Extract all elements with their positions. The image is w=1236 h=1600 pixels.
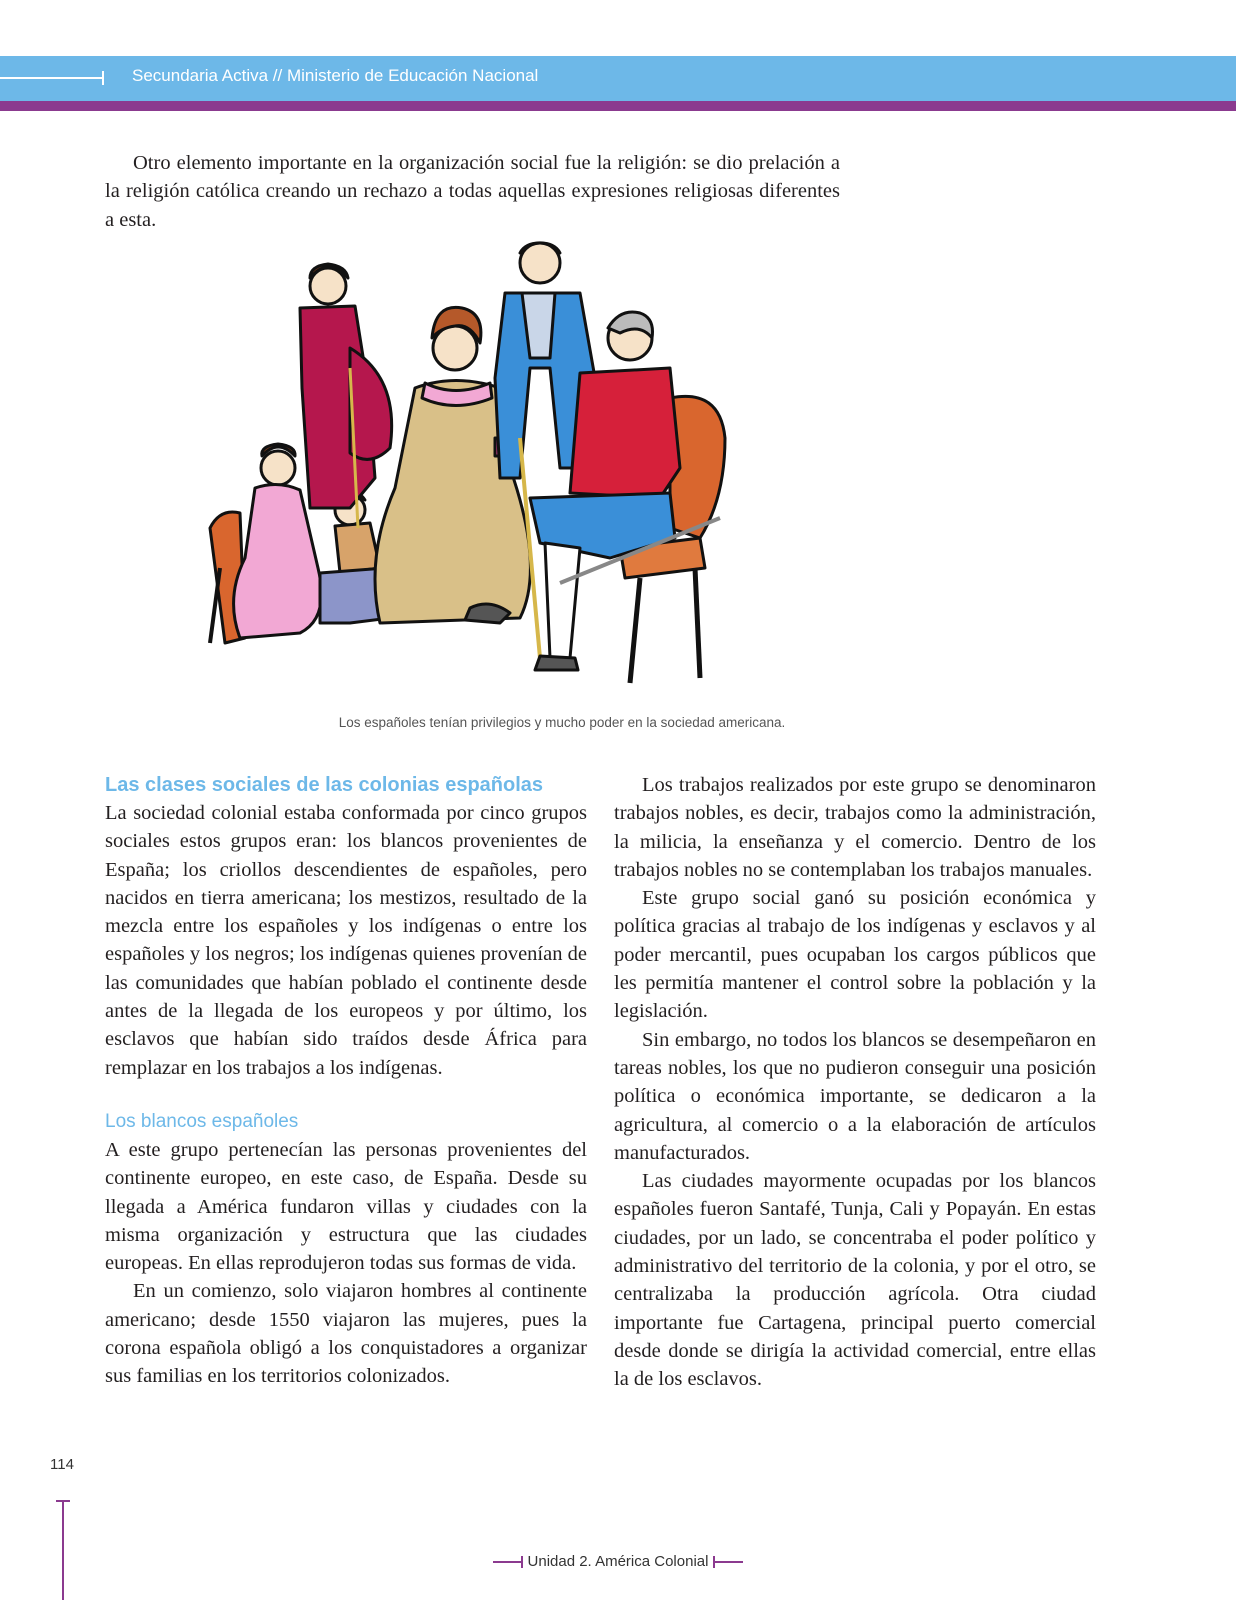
footer-rule-right [713,1561,743,1563]
subsection-paragraph-1: A este grupo pertenecían las personas provenientes del continente europeo, en este caso, de España. Desde su llegada a América fundaron villas y ciudades con la misma organización y estructura que las ciudades europeas. En ellas reprodujeron todas sus formas de vida. [105,1138,587,1275]
subsection-paragraph-2: En un comienzo, solo viajaron hombres al continente americano; desde 1550 viajaron las mujeres, pues la corona española obligó a los conquistadores a organizar sus familias en los territorios colonizados. [105,1280,587,1388]
footer-unit-label: Unidad 2. [527,1553,592,1570]
footer [0,1553,1236,1570]
header-title: Secundaria Activa // Ministerio de Educación Nacional [132,66,539,85]
right-paragraph-2: Este grupo social ganó su posición económica y política gracias al trabajo de los indígenas y esclavos y al poder mercantil, pues ocupaban los cargos públicos que les permitía mantener el control sobre la población y la legislación. [614,887,1096,1023]
colonial-family-illustration [200,238,745,698]
right-paragraph-3: Sin embargo, no todos los blancos se desempeñaron en tareas nobles, los que no pudieron conseguir una posición política o económica importante, se dedicaron a la agricultura, al comercio o a la elaboración de artículos manufacturados. [614,1028,1096,1164]
section-paragraph: La sociedad colonial estaba conformada por cinco grupos sociales estos grupos eran: los blancos provenientes de España; los criollos descendientes de españoles, pero nacidos en tierra americana; los mestizos, resultado de la mezcla entre los españoles y los indígenas o entre los españoles y los negros; los indígenas quienes provenían de las comunidades que habían poblado el continente desde antes de la llegada de los europeos y por último, los esclavos que habían sido traídos desde África para remplazar en los trabajos a los indígenas. [105,802,587,1079]
left-column [105,771,587,1391]
right-column [614,771,1096,1394]
section-title: Las clases sociales de las colonias españolas [105,774,544,796]
subsection-title: Los blancos españoles [105,1110,299,1132]
right-paragraph-4: Las ciudades mayormente ocupadas por los blancos españoles fueron Santafé, Tunja, Cali y Popayán. En estas ciudades, por un lado, se concentraba el poder político y administrativo del territorio de la colonia, y por el otro, se centralizaba la producción agrícola. Otra ciudad importante fue Cartagena, principal puerto comercial desde donde se dirigía la actividad comercial, entre ellas la de los esclavos. [614,1170,1096,1391]
girl-head [261,451,295,485]
footer-rule-left [493,1561,523,1563]
header-rule-tick [102,71,104,85]
margin-rule [62,1501,64,1600]
intro-text [105,149,840,234]
seated-man-coat [570,368,680,498]
footer-unit-name: América Colonial [595,1553,709,1570]
intro-paragraph: Otro elemento importante en la organización social fue la religión: se dio prelación a la religión católica creando un rechazo a todas aquellas expresiones religiosas diferentes a esta. [105,152,840,231]
header-accent-stripe [0,101,1236,111]
header-rule [0,77,104,79]
boy-shirt [335,523,380,573]
girl-dress [234,484,322,638]
page-number: 114 [50,1456,74,1473]
figure-caption: Los españoles tenían privilegios y mucho poder en la sociedad americana. [338,715,786,730]
right-paragraph-1: Los trabajos realizados por este grupo se denominaron trabajos nobles, es decir, trabajos como la administración, la milicia, la enseñanza y el comercio. Dentro de los trabajos nobles no se contemplaban los trabajos manuales. [614,774,1096,881]
